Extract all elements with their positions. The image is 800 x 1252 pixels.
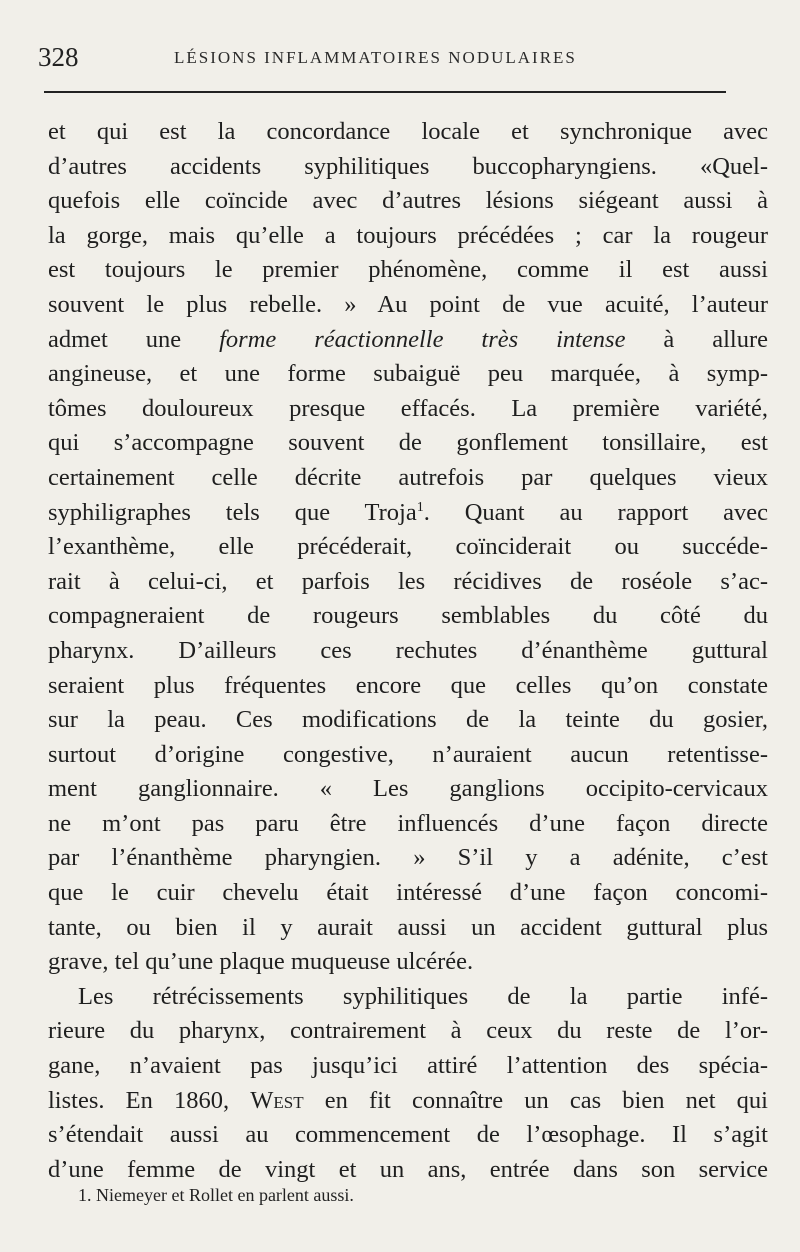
- text-line: angineuse, et une forme subaiguë peu marquée, à symp-: [48, 360, 768, 388]
- footnote: 1. Niemeyer et Rollet en parlent aussi.: [78, 1185, 354, 1205]
- text-line: que le cuir chevelu était intéressé d’une façon concomi-: [48, 879, 768, 907]
- page-number: 328: [38, 42, 79, 72]
- text-line: rait à celui-ci, et parfois les récidives de roséole s’ac-: [48, 567, 768, 595]
- text-line: surtout d’origine congestive, n’auraient aucun retentisse-: [48, 740, 768, 768]
- body-text: [48, 115, 768, 1187]
- text-line: qui s’accompagne souvent de gonflement tonsillaire, est: [48, 429, 768, 457]
- page-header: [38, 38, 728, 78]
- italic-phrase: forme réactionnelle très intense: [219, 325, 626, 353]
- text-line: rieure du pharynx, contrairement à ceux du reste de l’or-: [48, 1017, 768, 1045]
- text-segment: admet une: [48, 325, 220, 353]
- text-segment: en fit connaître un cas bien net qui: [303, 1086, 768, 1114]
- text-line: tante, ou bien il y aurait aussi un accident guttural plus: [48, 913, 768, 941]
- text-line: [48, 1084, 768, 1119]
- text-line: seraient plus fréquentes encore que celles qu’on constate: [48, 671, 768, 699]
- header-rule: [44, 91, 726, 93]
- text-line: certainement celle décrite autrefois par quelques vieux: [48, 463, 768, 491]
- text-line: souvent le plus rebelle. » Au point de vue acuité, l’auteur: [48, 290, 768, 318]
- text-segment: à allure: [625, 325, 768, 353]
- running-head: LÉSIONS INFLAMMATOIRES NODULAIRES: [174, 48, 577, 67]
- text-line: sur la peau. Ces modifications de la teinte du gosier,: [48, 706, 768, 734]
- text-line: ne m’ont pas paru être influencés d’une façon directe: [48, 809, 768, 837]
- text-line: d’une femme de vingt et un ans, entrée dans son service: [48, 1155, 768, 1183]
- text-line: pharynx. D’ailleurs ces rechutes d’énanthème guttural: [48, 636, 768, 664]
- text-line: ment ganglionnaire. « Les ganglions occipito-cervicaux: [48, 775, 768, 803]
- text-line: et qui est la concordance locale et synchronique avec: [48, 118, 768, 145]
- text-segment: . Quant au rapport avec: [423, 498, 769, 526]
- text-line: la gorge, mais qu’elle a toujours précédées ; car la rougeur: [48, 221, 768, 249]
- text-line: quefois elle coïncide avec d’autres lésions siégeant aussi à: [48, 187, 768, 215]
- text-line: [48, 496, 768, 531]
- text-line: grave, tel qu’une plaque muqueuse ulcérée.: [48, 948, 474, 976]
- author-name: West: [250, 1086, 304, 1114]
- text-line: par l’énanthème pharyngien. » S’il y a adénite, c’est: [48, 844, 768, 872]
- text-line: l’exanthème, elle précéderait, coïnciderait ou succéde-: [48, 533, 768, 561]
- text-line: s’étendait aussi au commencement de l’œsophage. Il s’agit: [48, 1121, 768, 1149]
- text-line: est toujours le premier phénomène, comme il est aussi: [48, 256, 768, 284]
- text-line: gane, n’avaient pas jusqu’ici attiré l’attention des spécia-: [48, 1052, 768, 1080]
- text-line: compagneraient de rougeurs semblables du côté du: [48, 602, 768, 630]
- text-segment: syphiligraphes tels que Troja: [48, 498, 417, 526]
- text-line: Les rétrécissements syphilitiques de la partie infé-: [78, 982, 768, 1010]
- text-line: d’autres accidents syphilitiques buccopharyngiens. «Quel-: [48, 152, 768, 180]
- text-line: [48, 323, 768, 358]
- text-segment: listes. En 1860,: [48, 1086, 251, 1114]
- footnote-ref: 1: [416, 499, 424, 515]
- text-line: tômes douloureux presque effacés. La première variété,: [48, 394, 768, 422]
